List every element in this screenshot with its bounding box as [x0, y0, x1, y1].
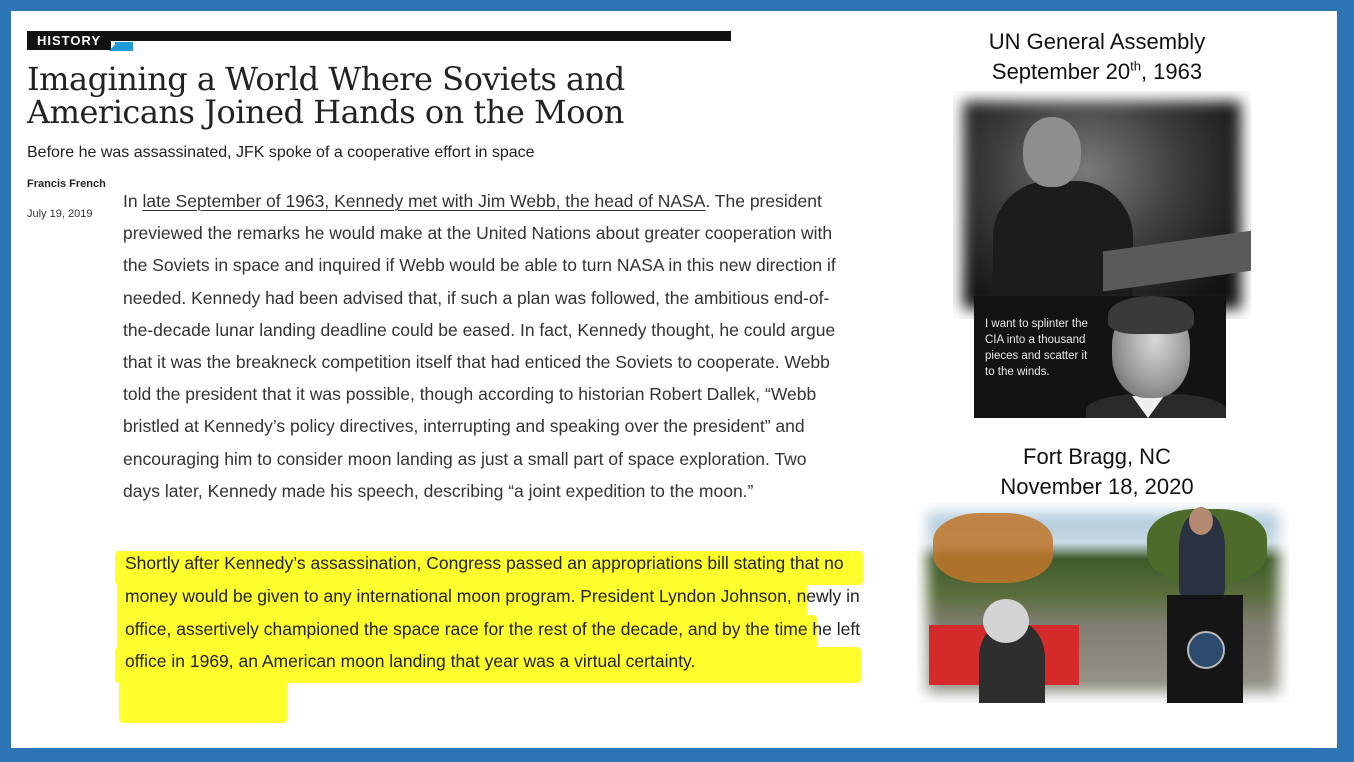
caption-un-assembly — [951, 27, 1243, 87]
body-paragraph-1 — [123, 185, 843, 507]
section-tag[interactable]: HISTORY — [27, 31, 111, 50]
photo-listener-head — [983, 599, 1029, 643]
slide — [11, 11, 1337, 748]
caption-fort-bragg — [951, 442, 1243, 502]
author-byline[interactable]: Francis French — [27, 178, 106, 190]
dod-seal-icon — [1187, 631, 1225, 669]
para1-rest: . The president previewed the remarks he would make at the United Nations about greater cooperation with the Soviets in space and inquired if Webb would be able to turn NASA in this new direction if needed. Kennedy had been advised that, if such a plan was followed, the ambitious end-of-the-decade lunar landing deadline could be eased. In fact, Kennedy thought, he could argue that it was the breakneck competition itself that had enticed the Soviets to cooperate. Webb told the president that it was possible, though according to historian Robert Dallek, “Webb bristled at Kennedy’s policy directives, interrupting and speaking over the president” and encouraging him to consider moon landing as just a small part of space exploration. Two days later, Kennedy made his speech, describing “a joint expedition to the moon.” — [123, 191, 836, 501]
photo-figure-head — [1023, 117, 1081, 187]
caption-bragg-date: November 18, 2020 — [1000, 474, 1194, 499]
photo-speaker-head — [1189, 507, 1213, 535]
photo-fort-bragg — [917, 503, 1289, 703]
photo-tree-autumn — [933, 513, 1053, 583]
inline-link[interactable]: late September of 1963, Kennedy met with Jim Webb, the head of NASA — [142, 191, 706, 211]
quote-card — [974, 296, 1226, 418]
photo-un-speech — [953, 91, 1251, 319]
para1-intro: In — [123, 191, 143, 211]
caption-bragg-title: Fort Bragg, NC — [1023, 444, 1171, 469]
publish-date: July 19, 2019 — [27, 208, 93, 220]
caption-un-title: UN General Assembly — [988, 29, 1206, 54]
highlight-stroke-5 — [119, 679, 287, 723]
body-paragraph-2-highlighted: Shortly after Kennedy’s assassination, Congress passed an appropriations bill stating that no money would be given to any international moon program. President Lyndon Johnson, newly in office, assertively championed the space race for the rest of the decade, and by the time he left office in 1969, an American moon landing that year was a virtual certainty. — [125, 553, 861, 672]
caption-un-date: September 20th, 1963 — [991, 58, 1203, 84]
quote-text: I want to splinter the CIA into a thousand pieces and scatter it to the winds. — [985, 318, 1088, 378]
section-accent-bar — [115, 42, 133, 51]
section-rule — [27, 31, 731, 41]
headline: Imagining a World Where Soviets and Americans Joined Hands on the Moon — [27, 60, 625, 131]
dek: Before he was assassinated, JFK spoke of a cooperative effort in space — [27, 144, 535, 161]
portrait-hair — [1108, 296, 1194, 334]
